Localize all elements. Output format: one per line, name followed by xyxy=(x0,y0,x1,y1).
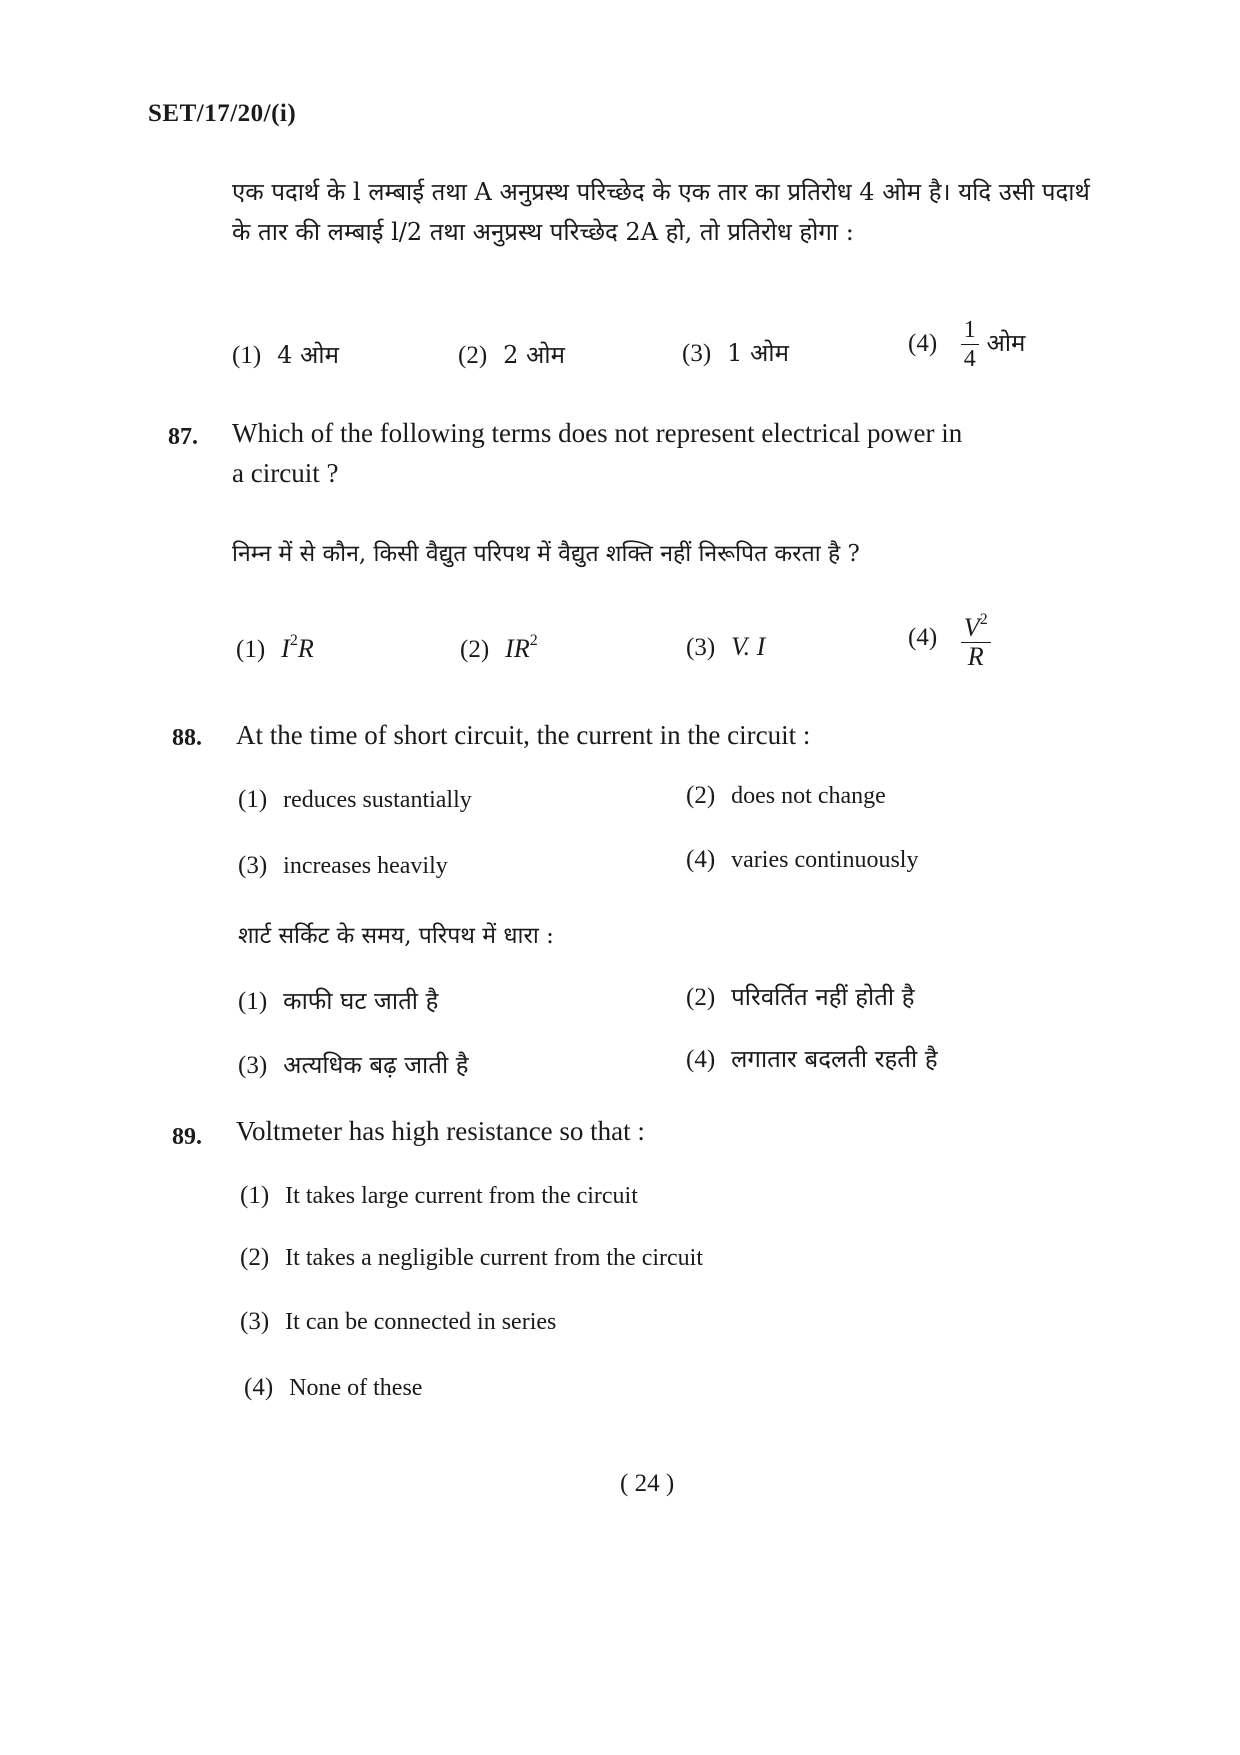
q89-option-2: (2) It takes a negligible current from the circuit xyxy=(240,1244,703,1271)
fraction-one-quarter: $\frac{1}{4}$ xyxy=(961,318,979,371)
q89-number: 89. xyxy=(172,1124,202,1150)
q88-number: 88. xyxy=(172,725,202,751)
q88-option-en-3: (3) increases heavily xyxy=(238,852,448,879)
q89-option-3: (3) It can be connected in series xyxy=(240,1308,557,1335)
q86-option-2: (2) 2 ओम xyxy=(458,341,565,369)
q87-text-english-line2: a circuit ? xyxy=(232,458,339,488)
q87-option-1: (1) $I^2R$ xyxy=(236,632,314,663)
q86-text-hindi: एक पदार्थ के l लम्बाई तथा A अनुप्रस्थ परिच्छेद के एक तार का प्रतिरोध 4 ओम है। यदि उसी पदार्थ के तार की लम्बाई l/2 तथा अनुप्रस्थ परिच्छेद 2A हो, तो प्रतिरोध होगा : xyxy=(232,178,1090,246)
q88-option-hi-2: (2) परिवर्तित नहीं होती है xyxy=(686,983,915,1011)
q89-text-english: Voltmeter has high resistance so that : xyxy=(236,1116,645,1146)
q86-option-1: (1) 4 ओम xyxy=(232,341,339,369)
q87-option-3: (3) V. I xyxy=(686,632,766,661)
q86-option-3: (3) 1 ओम xyxy=(682,339,789,367)
q86-option-4: (4) $\frac{1}{4}$ ओम xyxy=(908,317,1026,372)
q87-text-english-line1: Which of the following terms does not represent electrical power in xyxy=(232,418,963,448)
q88-option-hi-1: (1) काफी घट जाती है xyxy=(238,987,439,1015)
q87-number: 87. xyxy=(168,424,198,450)
q89-option-1: (1) It takes large current from the circuit xyxy=(240,1182,638,1209)
q87-option-2: (2) $IR^2$ xyxy=(460,632,538,663)
q88-option-en-1: (1) reduces sustantially xyxy=(238,786,472,813)
fraction-v-squared-over-r: $\frac{V^2}{R}$ xyxy=(961,608,991,669)
q88-option-hi-3: (3) अत्यधिक बढ़ जाती है xyxy=(238,1051,469,1079)
page-number: ( 24 ) xyxy=(620,1470,675,1497)
paper-code: SET/17/20/(i) xyxy=(148,100,297,127)
q88-text-hindi: शार्ट सर्किट के समय, परिपथ में धारा : xyxy=(238,923,554,949)
q87-option-4: (4) $\frac{V^2}{R}$ xyxy=(908,608,991,669)
q88-text-english: At the time of short circuit, the current in the circuit : xyxy=(236,720,811,750)
q87-text-hindi: निम्न में से कौन, किसी वैद्युत परिपथ में वैद्युत शक्ति नहीं निरूपित करता है ? xyxy=(232,541,860,567)
q88-option-hi-4: (4) लगातार बदलती रहती है xyxy=(686,1045,938,1073)
q89-option-4: (4) None of these xyxy=(244,1374,423,1401)
q88-option-en-2: (2) does not change xyxy=(686,782,886,809)
q88-option-en-4: (4) varies continuously xyxy=(686,846,919,873)
